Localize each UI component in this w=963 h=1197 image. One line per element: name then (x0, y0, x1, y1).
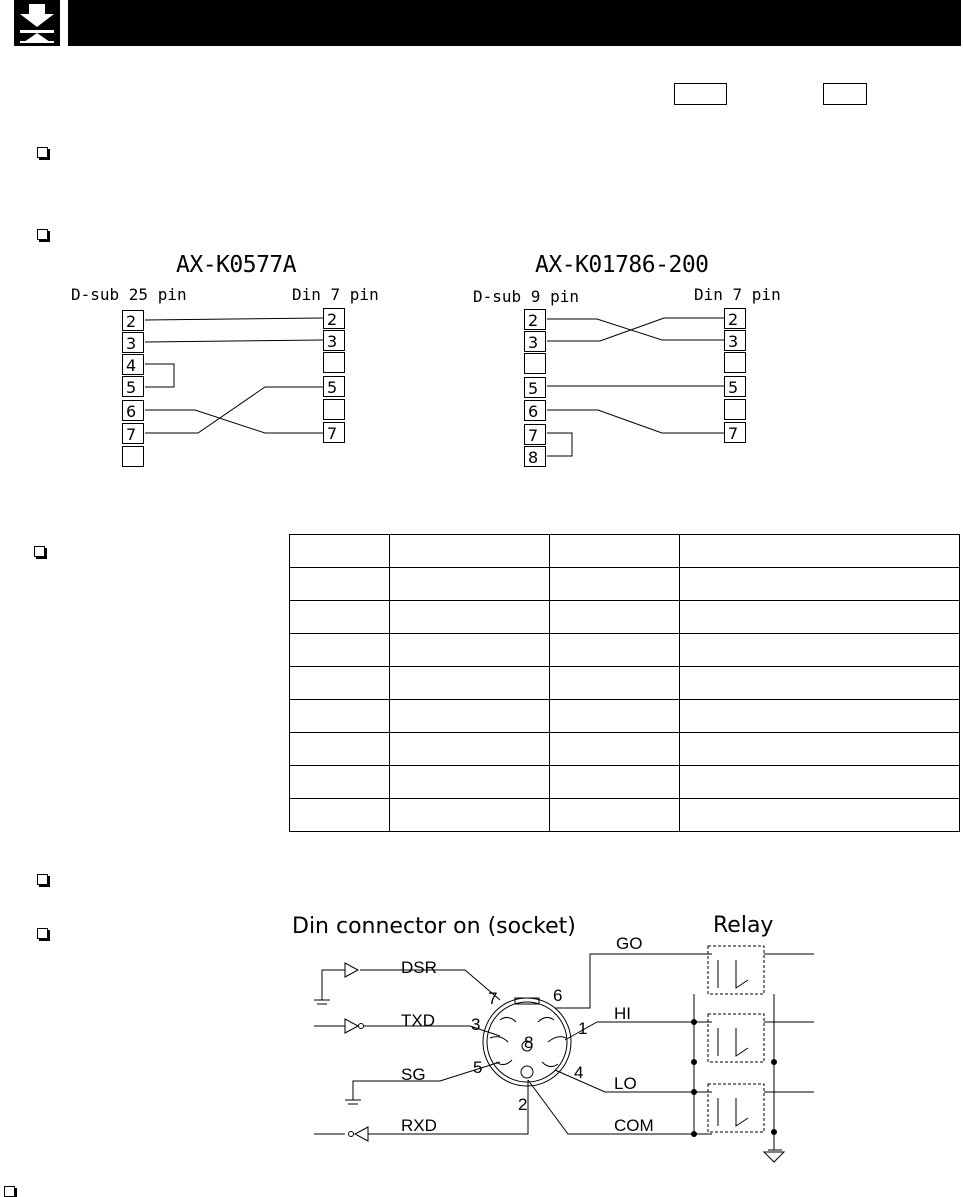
left-pin: 7 (524, 424, 546, 445)
diagram-title: AX-K0577A (176, 252, 297, 278)
relay-label: Relay (713, 913, 774, 938)
right-connector-label: Din 7 pin (292, 285, 379, 304)
signal-com: COM (614, 1116, 654, 1135)
left-connector-label: D-sub 9 pin (473, 287, 579, 306)
diagram-title: AX-K01786-200 (535, 252, 709, 278)
left-pin: 4 (122, 354, 144, 375)
right-pin: 2 (323, 308, 345, 329)
left-pin: 2 (122, 310, 144, 331)
left-connector-label: D-sub 25 pin (71, 285, 187, 304)
left-pin: 3 (122, 332, 144, 353)
left-pin: 2 (524, 309, 546, 330)
signal-lo: LO (614, 1074, 637, 1093)
left-pin: 5 (524, 377, 546, 398)
pin-number: 2 (518, 1095, 528, 1114)
right-pin: 3 (724, 330, 746, 351)
right-pin: 7 (323, 422, 345, 443)
left-pin: 6 (524, 400, 546, 421)
signal-dsr: DSR (401, 958, 437, 977)
socket-title: Din connector on (socket) (292, 914, 576, 939)
signal-sg: SG (401, 1065, 426, 1084)
right-pin: 7 (724, 422, 746, 443)
right-pin: 3 (323, 330, 345, 351)
left-pin: 3 (524, 331, 546, 352)
pin-number: 4 (574, 1063, 584, 1082)
pin-number: 6 (553, 986, 563, 1005)
signal-rxd: RXD (401, 1116, 437, 1135)
signal-txd: TXD (401, 1011, 435, 1030)
pin-number: 7 (488, 989, 498, 1008)
left-pin: 5 (122, 376, 144, 397)
pin-number: 3 (471, 1015, 481, 1034)
right-pin: 2 (724, 308, 746, 329)
right-connector-label: Din 7 pin (694, 285, 781, 304)
pin-number: 1 (578, 1019, 588, 1038)
left-pin: 8 (524, 446, 546, 467)
signal-go: GO (616, 934, 643, 953)
right-pin: 5 (323, 376, 345, 397)
right-pin: 5 (724, 376, 746, 397)
signal-hi: HI (614, 1004, 631, 1023)
left-pin: 6 (122, 400, 144, 421)
left-pin: 7 (122, 423, 144, 444)
pin-number: 8 (524, 1033, 534, 1052)
pin-number: 5 (473, 1058, 483, 1077)
